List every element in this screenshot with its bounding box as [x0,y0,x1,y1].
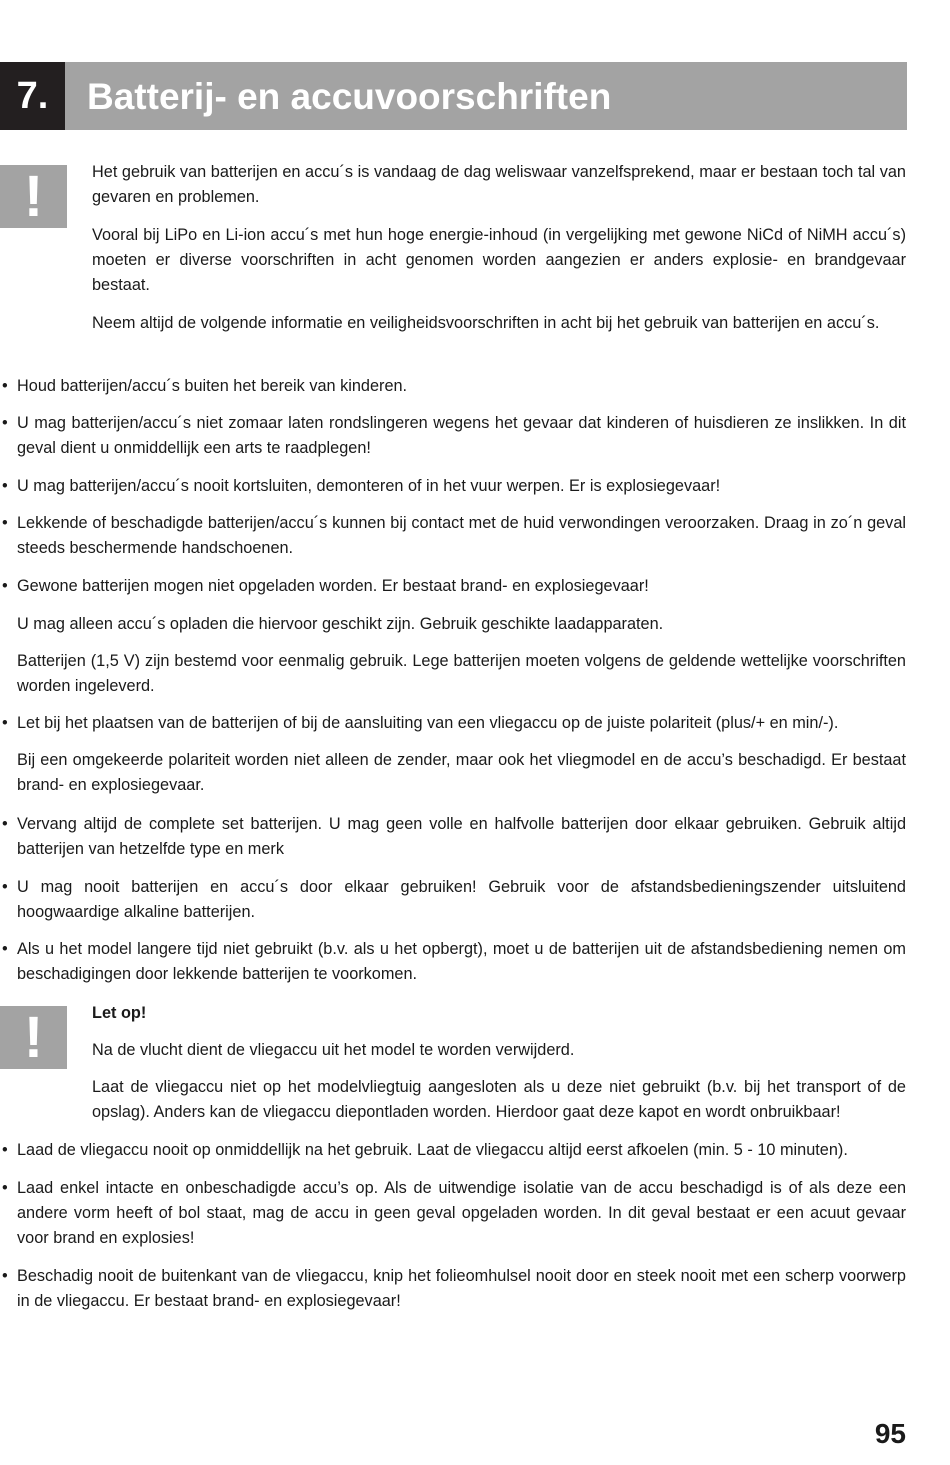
bullet-marker: • [2,1179,8,1197]
bullet-item [0,1176,906,1251]
bullet-item [0,511,906,561]
bullet-item [0,374,906,399]
bullet-marker: • [2,878,8,896]
warning-icon: ! [0,165,67,228]
bullet-continuation: Batterijen (1,5 V) zijn bestemd voor eenmalig gebruik. Lege batterijen moeten volgens de geldende wettelijke voorschriften worden ingeleverd. [17,652,906,695]
bullet-item [0,574,906,599]
bullet-marker: • [2,1267,8,1285]
intro-paragraph: Het gebruik van batterijen en accu´s is vandaag de dag weliswaar vanzelfsprekend, maar er bestaan toch tal van gevaren en problemen. [92,163,906,206]
bullet-marker: • [2,377,8,395]
bullet-marker: • [2,514,8,532]
bullet-item [0,1264,906,1314]
bullet-text: Beschadig nooit de buitenkant van de vliegaccu, knip het folieomhulsel nooit door en steek nooit met een scherp voorwerp in de vliegaccu. Er bestaat brand- en explosiegevaar! [17,1267,906,1310]
bullet-item [0,1138,906,1163]
bullet-text: U mag nooit batterijen en accu´s door elkaar gebruiken! Gebruik voor de afstandsbedieningszender uitsluitend hoogwaardige alkaline batterijen. [17,878,906,921]
section-number: 7. [0,62,65,130]
intro-paragraph: Vooral bij LiPo en Li-ion accu´s met hun hoge energie-inhoud (in vergelijking met gewone NiCd of NiMH accu´s) moeten er diverse voorschriften in acht genomen worden aangezien er anders explosie- en brandgevaar bestaat. [92,226,906,294]
bullet-text: Als u het model langere tijd niet gebruikt (b.v. als u het opbergt), moet u de batterijen uit de afstandsbediening nemen om beschadigingen door lekkende batterijen te voorkomen. [17,940,906,983]
bullet-continuation: Bij een omgekeerde polariteit worden niet alleen de zender, maar ook het vliegmodel en de accu’s beschadigd. Er bestaat brand- en explosiegevaar. [17,751,906,794]
bullet-marker: • [2,714,8,732]
notice-title: Let op! [92,1004,147,1022]
notice-paragraph: Na de vlucht dient de vliegaccu uit het model te worden verwijderd. [92,1041,575,1059]
bullet-marker: • [2,477,8,495]
bullet-text: U mag batterijen/accu´s niet zomaar laten rondslingeren wegens het gevaar dat kinderen of huisdieren ze inslikken. In dit geval dient u onmiddellijk een arts te raadplegen! [17,414,906,457]
bullet-text: Vervang altijd de complete set batterijen. U mag geen volle en halfvolle batterijen door elkaar gebruiken. Gebruik altijd batterijen van hetzelfde type en merk [17,815,906,858]
section-title: Batterij- en accuvoorschriften [65,62,907,130]
bullet-text: Lekkende of beschadigde batterijen/accu´s kunnen bij contact met de huid verwondingen veroorzaken. Draag in zo´n geval steeds beschermende handschoenen. [17,514,906,557]
bullet-text: Let bij het plaatsen van de batterijen of bij de aansluiting van een vliegaccu op de juiste polariteit (plus/+ en min/-). [17,714,839,732]
bullet-item [0,875,906,925]
bullet-text: U mag batterijen/accu´s nooit kortsluiten, demonteren of in het vuur werpen. Er is explosiegevaar! [17,477,721,495]
bullet-item [0,411,906,461]
section-header [0,62,907,130]
bullet-marker: • [2,1141,8,1159]
warning-icon: ! [0,1006,67,1069]
bullet-text: Laad de vliegaccu nooit op onmiddellijk na het gebruik. Laat de vliegaccu altijd eerst afkoelen (min. 5 - 10 minuten). [17,1141,848,1159]
bullet-marker: • [2,414,8,432]
bullet-item [0,711,906,736]
bullet-continuation: U mag alleen accu´s opladen die hiervoor geschikt zijn. Gebruik geschikte laadapparaten. [17,615,664,633]
bullet-item [0,812,906,862]
bullet-text: Laad enkel intacte en onbeschadigde accu’s op. Als de uitwendige isolatie van de accu beschadigd is of als deze een andere vorm heeft of bol staat, mag de accu in geen geval opgeladen worden. In dit geval bestaat er een acuut gevaar voor brand en explosies! [17,1179,906,1247]
bullet-text: Gewone batterijen mogen niet opgeladen worden. Er bestaat brand- en explosiegevaar! [17,577,649,595]
bullet-marker: • [2,940,8,958]
bullet-item [0,474,906,499]
page-number: 95 [874,1418,906,1449]
notice-paragraph: Laat de vliegaccu niet op het modelvliegtuig aangesloten als u deze niet gebruikt (b.v. bij het transport of de opslag). Anders kan de vliegaccu diepontladen worden. Hierdoor gaat deze kapot en wordt onbruikbaar! [92,1078,906,1121]
bullet-text: Houd batterijen/accu´s buiten het bereik van kinderen. [17,377,408,395]
intro-paragraph: Neem altijd de volgende informatie en veiligheidsvoorschriften in acht bij het gebruik van batterijen en accu´s. [92,314,880,332]
bullet-marker: • [2,577,8,595]
bullet-item [0,937,906,987]
bullet-marker: • [2,815,8,833]
